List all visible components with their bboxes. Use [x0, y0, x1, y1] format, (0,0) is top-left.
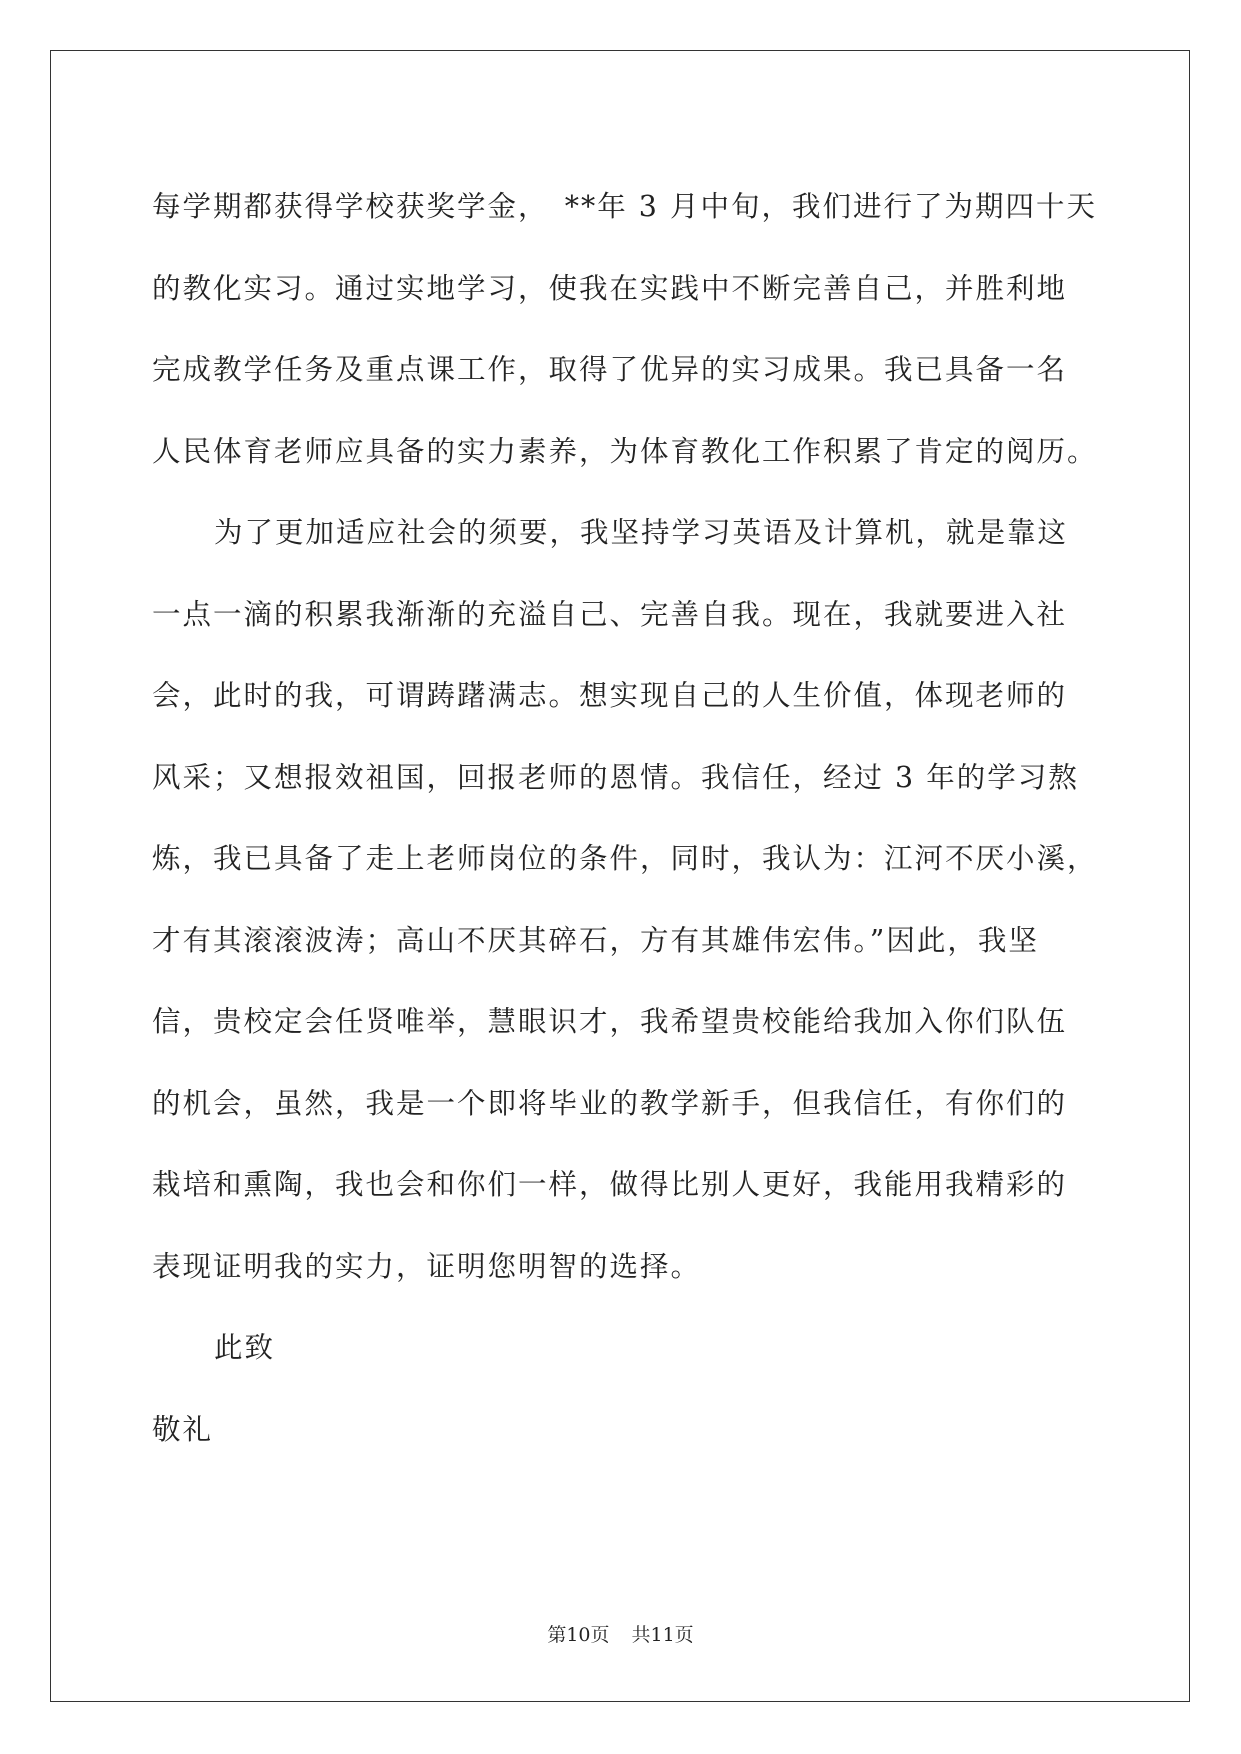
- body-line: 完成教学任务及重点课工作，取得了优异的实习成果。我已具备一名: [152, 353, 1068, 386]
- body-line: 才有其滚滚波涛；高山不厌其碎石，方有其雄伟宏伟。”因此，我坚: [152, 923, 1039, 957]
- closing-salutation: 此致: [214, 1331, 276, 1364]
- body-line: 炼，我已具备了走上老师岗位的条件，同时，我认为：江河不厌小溪，: [152, 842, 1098, 875]
- page-footer: [0, 1620, 1241, 1647]
- body-line: 人民体育老师应具备的实力素养，为体育教化工作积累了肯定的阅历。: [152, 434, 1098, 468]
- body-line: 栽培和熏陶，我也会和你们一样，做得比别人更好，我能用我精彩的: [152, 1168, 1068, 1201]
- body-line: 风采；又想报效祖国，回报老师的恩情。我信任，经过 3 年的学习熬: [152, 760, 1079, 794]
- closing-regards: 敬礼: [152, 1412, 214, 1446]
- body-line: 的教化实习。通过实地学习，使我在实践中不断完善自己，并胜利地: [152, 271, 1068, 305]
- page-number: 第10页: [547, 1624, 610, 1646]
- page-total: 共11页: [631, 1624, 694, 1646]
- body-line: 会，此时的我，可谓踌躇满志。想实现自己的人生价值，体现老师的: [152, 679, 1068, 712]
- body-line: 的机会，虽然，我是一个即将毕业的教学新手，但我信任，有你们的: [152, 1086, 1068, 1120]
- body-line: 表现证明我的实力，证明您明智的选择。: [152, 1249, 702, 1283]
- body-line: 信，贵校定会任贤唯举，慧眼识才，我希望贵校能给我加入你们队伍: [152, 1005, 1068, 1038]
- document-body: [152, 166, 1097, 1470]
- body-line: 每学期都获得学校获奖学金， **年 3 月中旬，我们进行了为期四十天: [152, 190, 1098, 223]
- body-line: 一点一滴的积累我渐渐的充溢自己、完善自我。现在，我就要进入社: [152, 597, 1068, 631]
- body-line-paragraph-start: 为了更加适应社会的须要，我坚持学习英语及计算机，就是靠这: [214, 516, 1069, 549]
